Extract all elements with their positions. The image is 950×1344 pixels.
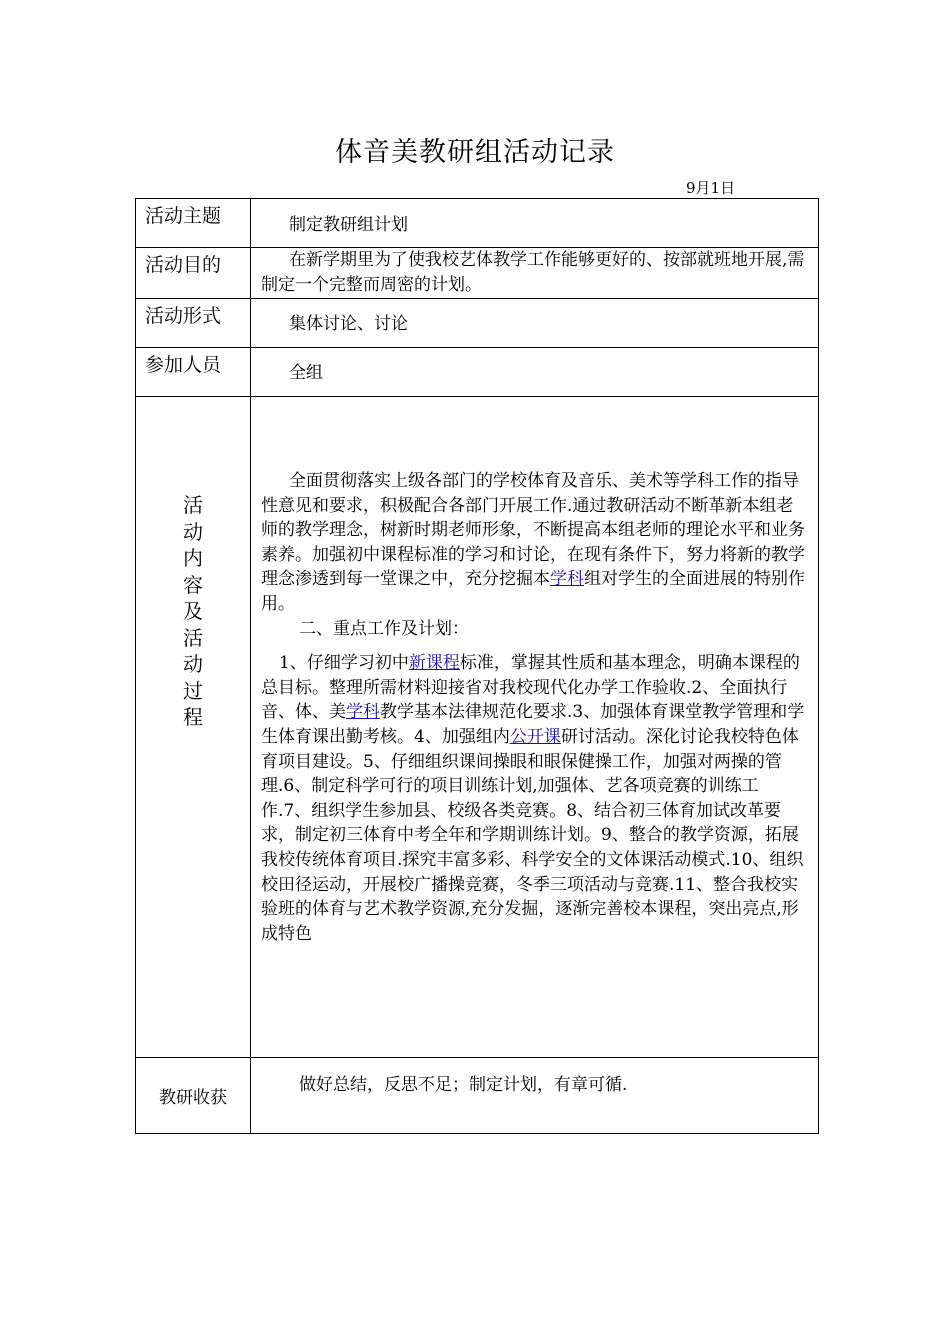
participants-value: 全组 bbox=[289, 363, 323, 383]
label-cell bbox=[136, 299, 251, 348]
text-segment: 全面贯彻落实上级各部门的学校体育及音乐、美术等学科工作的指导性意见和要求，积极配合各部门开展工作.通过教研活动不断革新本组老师的教学理念，树新时期老师形象，不断提高本组老师的理论水平和业务素养。加强初中课程标准的学习和讨论，在现有条件下，努力将新的教学理念渗透到每一堂课之中，充分挖掘本 bbox=[261, 471, 805, 590]
link-subject-2[interactable]: 学科 bbox=[346, 702, 380, 723]
row-participants bbox=[136, 348, 819, 397]
row-activity-theme bbox=[136, 199, 819, 248]
process-vertical-label bbox=[136, 492, 250, 731]
row-activity-process bbox=[136, 397, 819, 1058]
row-research-gain bbox=[136, 1058, 819, 1134]
process-paragraph-1 bbox=[261, 469, 806, 617]
document-title: 体音美教研组活动记录 bbox=[335, 137, 615, 168]
value-cell bbox=[251, 299, 819, 348]
value-cell bbox=[251, 348, 819, 397]
purpose-label: 活动目的 bbox=[145, 254, 222, 276]
text-segment: 标准，掌握其性质和基本理念，明确本课程的总目标。整理所需材料迎接省对我校现代化办学工作验收.2、全面执行音、体、美 bbox=[261, 653, 800, 723]
activity-record-table bbox=[135, 198, 819, 1134]
value-cell bbox=[251, 1058, 819, 1134]
link-open-class[interactable]: 公开课 bbox=[509, 726, 561, 747]
vertical-char: 动 bbox=[183, 519, 203, 544]
vertical-char: 程 bbox=[183, 705, 203, 729]
process-content bbox=[251, 397, 818, 946]
label-cell bbox=[136, 348, 251, 397]
vertical-char: 及 bbox=[183, 599, 203, 623]
record-date: 9月1日 bbox=[686, 179, 736, 197]
value-cell bbox=[251, 397, 819, 1058]
text-segment: 教学基本法律规范化要求.3、加强体育课堂教学管理和学生体育课出勤考核。4、加强组内 bbox=[261, 702, 805, 747]
text-segment: 组对学生的全面进展的特别作用。 bbox=[261, 569, 805, 614]
vertical-char: 活 bbox=[183, 625, 203, 650]
row-activity-form bbox=[136, 299, 819, 348]
vertical-char: 活 bbox=[183, 493, 203, 517]
vertical-char: 动 bbox=[183, 652, 203, 676]
vertical-char: 容 bbox=[183, 572, 203, 597]
purpose-value: 在新学期里为了使我校艺体教学工作能够更好的、按部就班地开展,需制定一个完整而周密的计划。 bbox=[261, 250, 805, 295]
process-paragraph-3 bbox=[261, 651, 806, 946]
row-activity-purpose bbox=[136, 248, 819, 299]
text-segment: 研讨活动。深化讨论我校特色体育项目建设。5、仔细组织课间操眼和眼保健操工作，加强对两操的管理.6、制定科学可行的项目训练计划,加强体、艺各项竞赛的训练工作.7、组织学生参加县、校级各类竞赛。8、结合初三体育加试改革要求，制定初三体育中考全年和学期训练计划。9、整合的教学资源，拓展我校传统体育项目.探究丰富多彩、科学安全的文体课活动模式.10、组织校田径运动，开展校广播操竞赛，冬季三项活动与竞赛.11、整合我校实验班的体育与艺术教学资源,充分发掘，逐渐完善校本课程，突出亮点,形成特色 bbox=[261, 726, 804, 944]
value-cell bbox=[251, 248, 819, 299]
label-cell bbox=[136, 199, 251, 248]
vertical-char: 过 bbox=[183, 678, 203, 703]
participants-label: 参加人员 bbox=[145, 354, 222, 376]
value-cell bbox=[251, 199, 819, 248]
link-new-curriculum[interactable]: 新课程 bbox=[408, 653, 460, 674]
link-subject[interactable]: 学科 bbox=[550, 569, 584, 590]
form-value: 集体讨论、讨论 bbox=[289, 314, 408, 334]
theme-value: 制定教研组计划 bbox=[289, 215, 408, 235]
label-cell bbox=[136, 397, 251, 1058]
form-label: 活动形式 bbox=[145, 305, 222, 327]
gain-label: 教研收获 bbox=[136, 1058, 251, 1134]
text-segment: 1、仔细学习初中 bbox=[279, 653, 409, 674]
vertical-char: 内 bbox=[183, 546, 203, 570]
gain-value: 做好总结，反思不足；制定计划，有章可循. bbox=[299, 1075, 628, 1095]
label-cell bbox=[136, 248, 251, 299]
theme-label: 活动主题 bbox=[145, 205, 222, 227]
process-paragraph-2: 二、重点工作及计划： bbox=[299, 618, 469, 639]
